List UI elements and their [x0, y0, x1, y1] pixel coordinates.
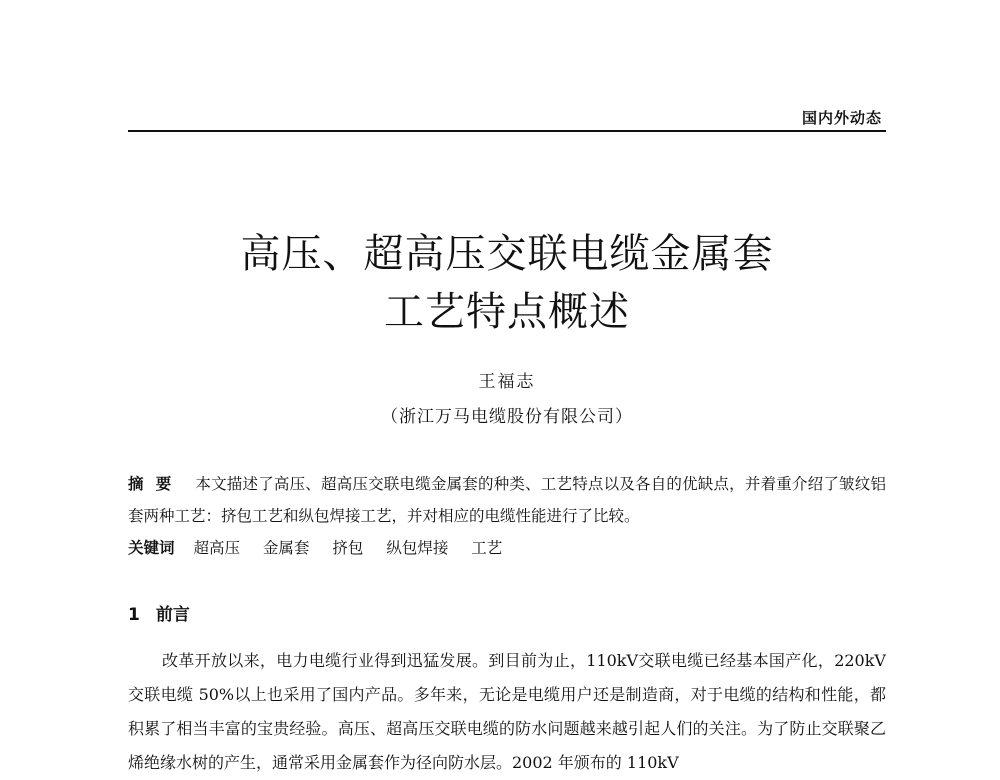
abstract-text: 本文描述了高压、超高压交联电缆金属套的种类、工艺特点以及各自的优缺点，并着重介绍了皱纹铝套两种工艺：挤包工艺和纵包焊接工艺，并对相应的电缆性能进行了比较。 [128, 475, 886, 525]
author-affiliation: （浙江万马电缆股份有限公司） [381, 407, 633, 427]
keyword: 金属套 [262, 539, 310, 557]
section-title: 前言 [155, 605, 190, 625]
header-rule [128, 130, 886, 132]
keywords-label: 关键词 [128, 539, 175, 557]
section-number: 1 [128, 605, 140, 625]
section-body-text: 改革开放以来，电力电缆行业得到迅猛发展。到目前为止，110kV交联电缆已经基本国产化，220kV 交联电缆 50%以上也采用了国内产品。多年来，无论是电缆用户还是制造商，对于电缆的结构和性能，都积累了相当丰富的宝贵经验。高压、超高压交联电缆的防水问题越来越引起人们的关注。为了防止交联聚乙烯绝缘水树的产生，通常采用金属套作为径向防水层。2002 年颁布的 110kV [128, 651, 886, 772]
paper-title-line-1: 高压、超高压交联电缆金属套 [240, 231, 774, 277]
keyword: 超高压 [193, 539, 240, 557]
paper-title [128, 225, 886, 341]
keyword: 挤包 [332, 539, 364, 557]
keyword: 工艺 [471, 539, 503, 557]
author-name: 王福志 [478, 372, 536, 392]
abstract [128, 468, 886, 532]
journal-section-label: 国内外动态 [801, 109, 882, 127]
paper-title-line-2: 工艺特点概述 [384, 289, 630, 335]
keyword: 纵包焊接 [386, 539, 449, 557]
section-heading [128, 600, 190, 625]
abstract-label: 摘要 [128, 475, 184, 493]
keywords [128, 534, 886, 562]
